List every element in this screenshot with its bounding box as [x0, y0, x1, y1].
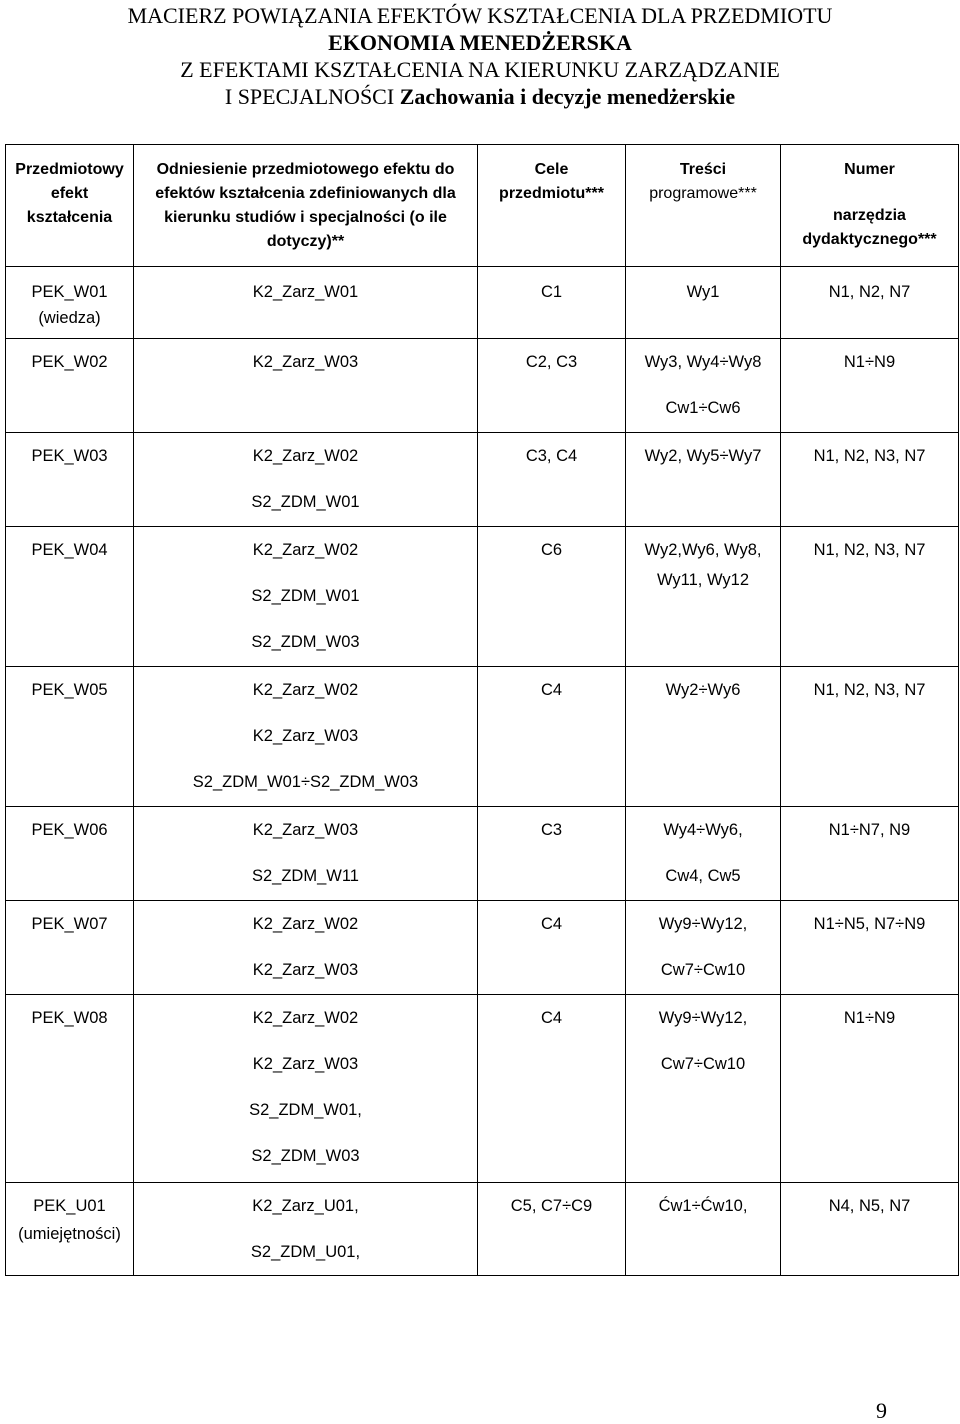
reference-cell-line: K2_Zarz_W02 — [252, 541, 359, 559]
tools-cell-value: N1, N2, N3, N7 — [813, 681, 926, 699]
content-cell-line: Wy2÷Wy6 — [665, 681, 741, 699]
effect-cell-line: PEK_W01 — [31, 283, 108, 301]
goals-cell — [478, 267, 626, 339]
content-cell — [626, 267, 781, 339]
goals-cell — [478, 901, 626, 995]
tools-cell-value: N1÷N5, N7÷N9 — [813, 915, 926, 933]
content-cell-line: Wy4÷Wy6, — [663, 821, 743, 839]
table-row — [6, 267, 959, 339]
effect-cell — [6, 1183, 134, 1276]
tools-cell — [781, 527, 959, 667]
goals-cell — [478, 807, 626, 901]
content-cell-line: Wy11, Wy12 — [656, 571, 749, 589]
reference-cell-line: K2_Zarz_W01 — [252, 283, 359, 301]
page-number: 9 — [876, 1398, 887, 1423]
reference-cell — [134, 901, 478, 995]
content-cell-line: Wy3, Wy4÷Wy8 — [644, 353, 762, 371]
effect-cell-line: PEK_W04 — [31, 541, 108, 559]
goals-cell-value: C4 — [540, 1009, 563, 1027]
reference-cell — [134, 339, 478, 433]
effect-cell-line: PEK_W03 — [31, 447, 108, 465]
tools-cell-value: N1÷N9 — [843, 353, 896, 371]
table-row — [6, 339, 959, 433]
content-cell-line: Wy2, Wy5÷Wy7 — [644, 447, 762, 465]
content-cell-line: Cw7÷Cw10 — [660, 1055, 746, 1073]
reference-cell-line: K2_Zarz_W03 — [252, 727, 359, 745]
title-line-4: I SPECJALNOŚCI Zachowania i decyzje menedżerskie — [224, 84, 736, 109]
tools-cell-value: N4, N5, N7 — [828, 1197, 911, 1215]
table-row — [6, 667, 959, 807]
goals-cell — [478, 433, 626, 527]
tools-cell-value: N1, N2, N3, N7 — [813, 541, 926, 559]
table-row — [6, 527, 959, 667]
effect-cell-line: PEK_U01 — [33, 1197, 106, 1215]
reference-cell-line: K2_Zarz_W02 — [252, 681, 359, 699]
effect-cell-line: (wiedza) — [38, 309, 101, 327]
reference-cell-line: K2_Zarz_W03 — [252, 961, 359, 979]
effect-cell-line: PEK_W06 — [31, 821, 108, 839]
tools-cell — [781, 901, 959, 995]
table-row — [6, 433, 959, 527]
effect-cell-line: PEK_W05 — [31, 681, 108, 699]
content-cell — [626, 995, 781, 1183]
reference-cell — [134, 1183, 478, 1276]
reference-cell-line: S2_ZDM_W11 — [252, 867, 359, 885]
effect-cell — [6, 267, 134, 339]
effect-cell — [6, 667, 134, 807]
tools-cell — [781, 267, 959, 339]
goals-cell — [478, 995, 626, 1183]
content-cell-line: Ćw1÷Ćw10, — [658, 1197, 748, 1215]
title-line-1: MACIERZ POWIĄZANIA EFEKTÓW KSZTAŁCENIA DLA PRZEDMIOTU — [127, 3, 833, 28]
table-row — [6, 807, 959, 901]
title-line-2: EKONOMIA MENEDŻERSKA — [328, 30, 632, 55]
reference-cell-line: S2_ZDM_W03 — [251, 633, 360, 651]
content-cell — [626, 901, 781, 995]
content-cell-line: Cw1÷Cw6 — [665, 399, 741, 417]
tools-cell — [781, 433, 959, 527]
goals-cell-value: C1 — [540, 283, 563, 301]
content-cell-line: Cw7÷Cw10 — [660, 961, 746, 979]
reference-cell-line: K2_Zarz_W02 — [252, 447, 359, 465]
reference-cell-line: S2_ZDM_W03 — [251, 1147, 360, 1165]
tools-cell — [781, 807, 959, 901]
header-reference: Odniesienie przedmiotowego efektu do efektów kształcenia zdefiniowanych dla kierunku studiów i specjalności (o ile dotyczy)** — [134, 145, 478, 267]
table-row — [6, 901, 959, 995]
goals-cell-value: C3 — [540, 821, 563, 839]
content-cell — [626, 339, 781, 433]
document-title — [0, 2, 960, 110]
reference-cell — [134, 267, 478, 339]
reference-cell-line: K2_Zarz_W02 — [252, 1009, 359, 1027]
tools-cell — [781, 1183, 959, 1276]
tools-cell — [781, 339, 959, 433]
goals-cell — [478, 1183, 626, 1276]
tools-cell-value: N1, N2, N3, N7 — [813, 447, 926, 465]
goals-cell-value: C4 — [540, 915, 563, 933]
reference-cell-line: K2_Zarz_W02 — [252, 915, 359, 933]
effect-cell — [6, 995, 134, 1183]
content-cell — [626, 807, 781, 901]
reference-cell-line: S2_ZDM_W01 — [251, 493, 360, 511]
goals-cell-value: C6 — [540, 541, 563, 559]
effect-cell — [6, 807, 134, 901]
header-tools: Numer narzędzia dydaktycznego*** — [781, 145, 959, 267]
table-row — [6, 1183, 959, 1276]
header-content: Treści programowe*** — [626, 145, 781, 267]
effect-cell-line: (umiejętności) — [18, 1225, 121, 1243]
tools-cell — [781, 667, 959, 807]
reference-cell-line: S2_ZDM_W01, — [249, 1101, 362, 1119]
goals-cell-value: C2, C3 — [525, 353, 578, 371]
tools-cell-value: N1÷N9 — [843, 1009, 896, 1027]
effect-cell-line: PEK_W07 — [31, 915, 108, 933]
reference-cell — [134, 433, 478, 527]
effect-cell — [6, 433, 134, 527]
header-effect: Przedmiotowy efekt kształcenia — [6, 145, 134, 267]
content-cell — [626, 433, 781, 527]
reference-cell-line: K2_Zarz_U01, — [252, 1197, 359, 1215]
goals-cell — [478, 527, 626, 667]
effect-cell — [6, 901, 134, 995]
title-line-3: Z EFEKTAMI KSZTAŁCENIA NA KIERUNKU ZARZĄDZANIE — [180, 57, 780, 82]
effect-cell-line: PEK_W02 — [31, 353, 108, 371]
goals-cell-value: C3, C4 — [525, 447, 578, 465]
header-goals: Cele przedmiotu*** — [478, 145, 626, 267]
content-cell — [626, 667, 781, 807]
reference-cell-line: K2_Zarz_W03 — [252, 1055, 359, 1073]
reference-cell-line: S2_ZDM_W01÷S2_ZDM_W03 — [192, 773, 419, 791]
reference-cell — [134, 807, 478, 901]
table-header-row — [6, 145, 959, 267]
content-cell-line: Cw4, Cw5 — [665, 867, 741, 885]
effect-cell-line: PEK_W08 — [31, 1009, 108, 1027]
effect-cell — [6, 339, 134, 433]
content-cell-line: Wy1 — [686, 283, 720, 301]
content-cell — [626, 527, 781, 667]
tools-cell-value: N1, N2, N7 — [828, 283, 911, 301]
reference-cell-line: S2_ZDM_W01 — [251, 587, 360, 605]
effect-cell — [6, 527, 134, 667]
content-cell-line: Wy2,Wy6, Wy8, — [644, 541, 762, 559]
tools-cell-value: N1÷N7, N9 — [828, 821, 911, 839]
reference-cell-line: K2_Zarz_W03 — [252, 353, 359, 371]
content-cell-line: Wy9÷Wy12, — [658, 915, 748, 933]
effects-matrix-table — [5, 144, 959, 1276]
reference-cell — [134, 995, 478, 1183]
goals-cell — [478, 339, 626, 433]
tools-cell — [781, 995, 959, 1183]
content-cell-line: Wy9÷Wy12, — [658, 1009, 748, 1027]
reference-cell-line: S2_ZDM_U01, — [250, 1243, 361, 1261]
reference-cell — [134, 527, 478, 667]
reference-cell-line: K2_Zarz_W03 — [252, 821, 359, 839]
goals-cell — [478, 667, 626, 807]
goals-cell-value: C5, C7÷C9 — [510, 1197, 593, 1215]
reference-cell — [134, 667, 478, 807]
table-row — [6, 995, 959, 1183]
goals-cell-value: C4 — [540, 681, 563, 699]
content-cell — [626, 1183, 781, 1276]
